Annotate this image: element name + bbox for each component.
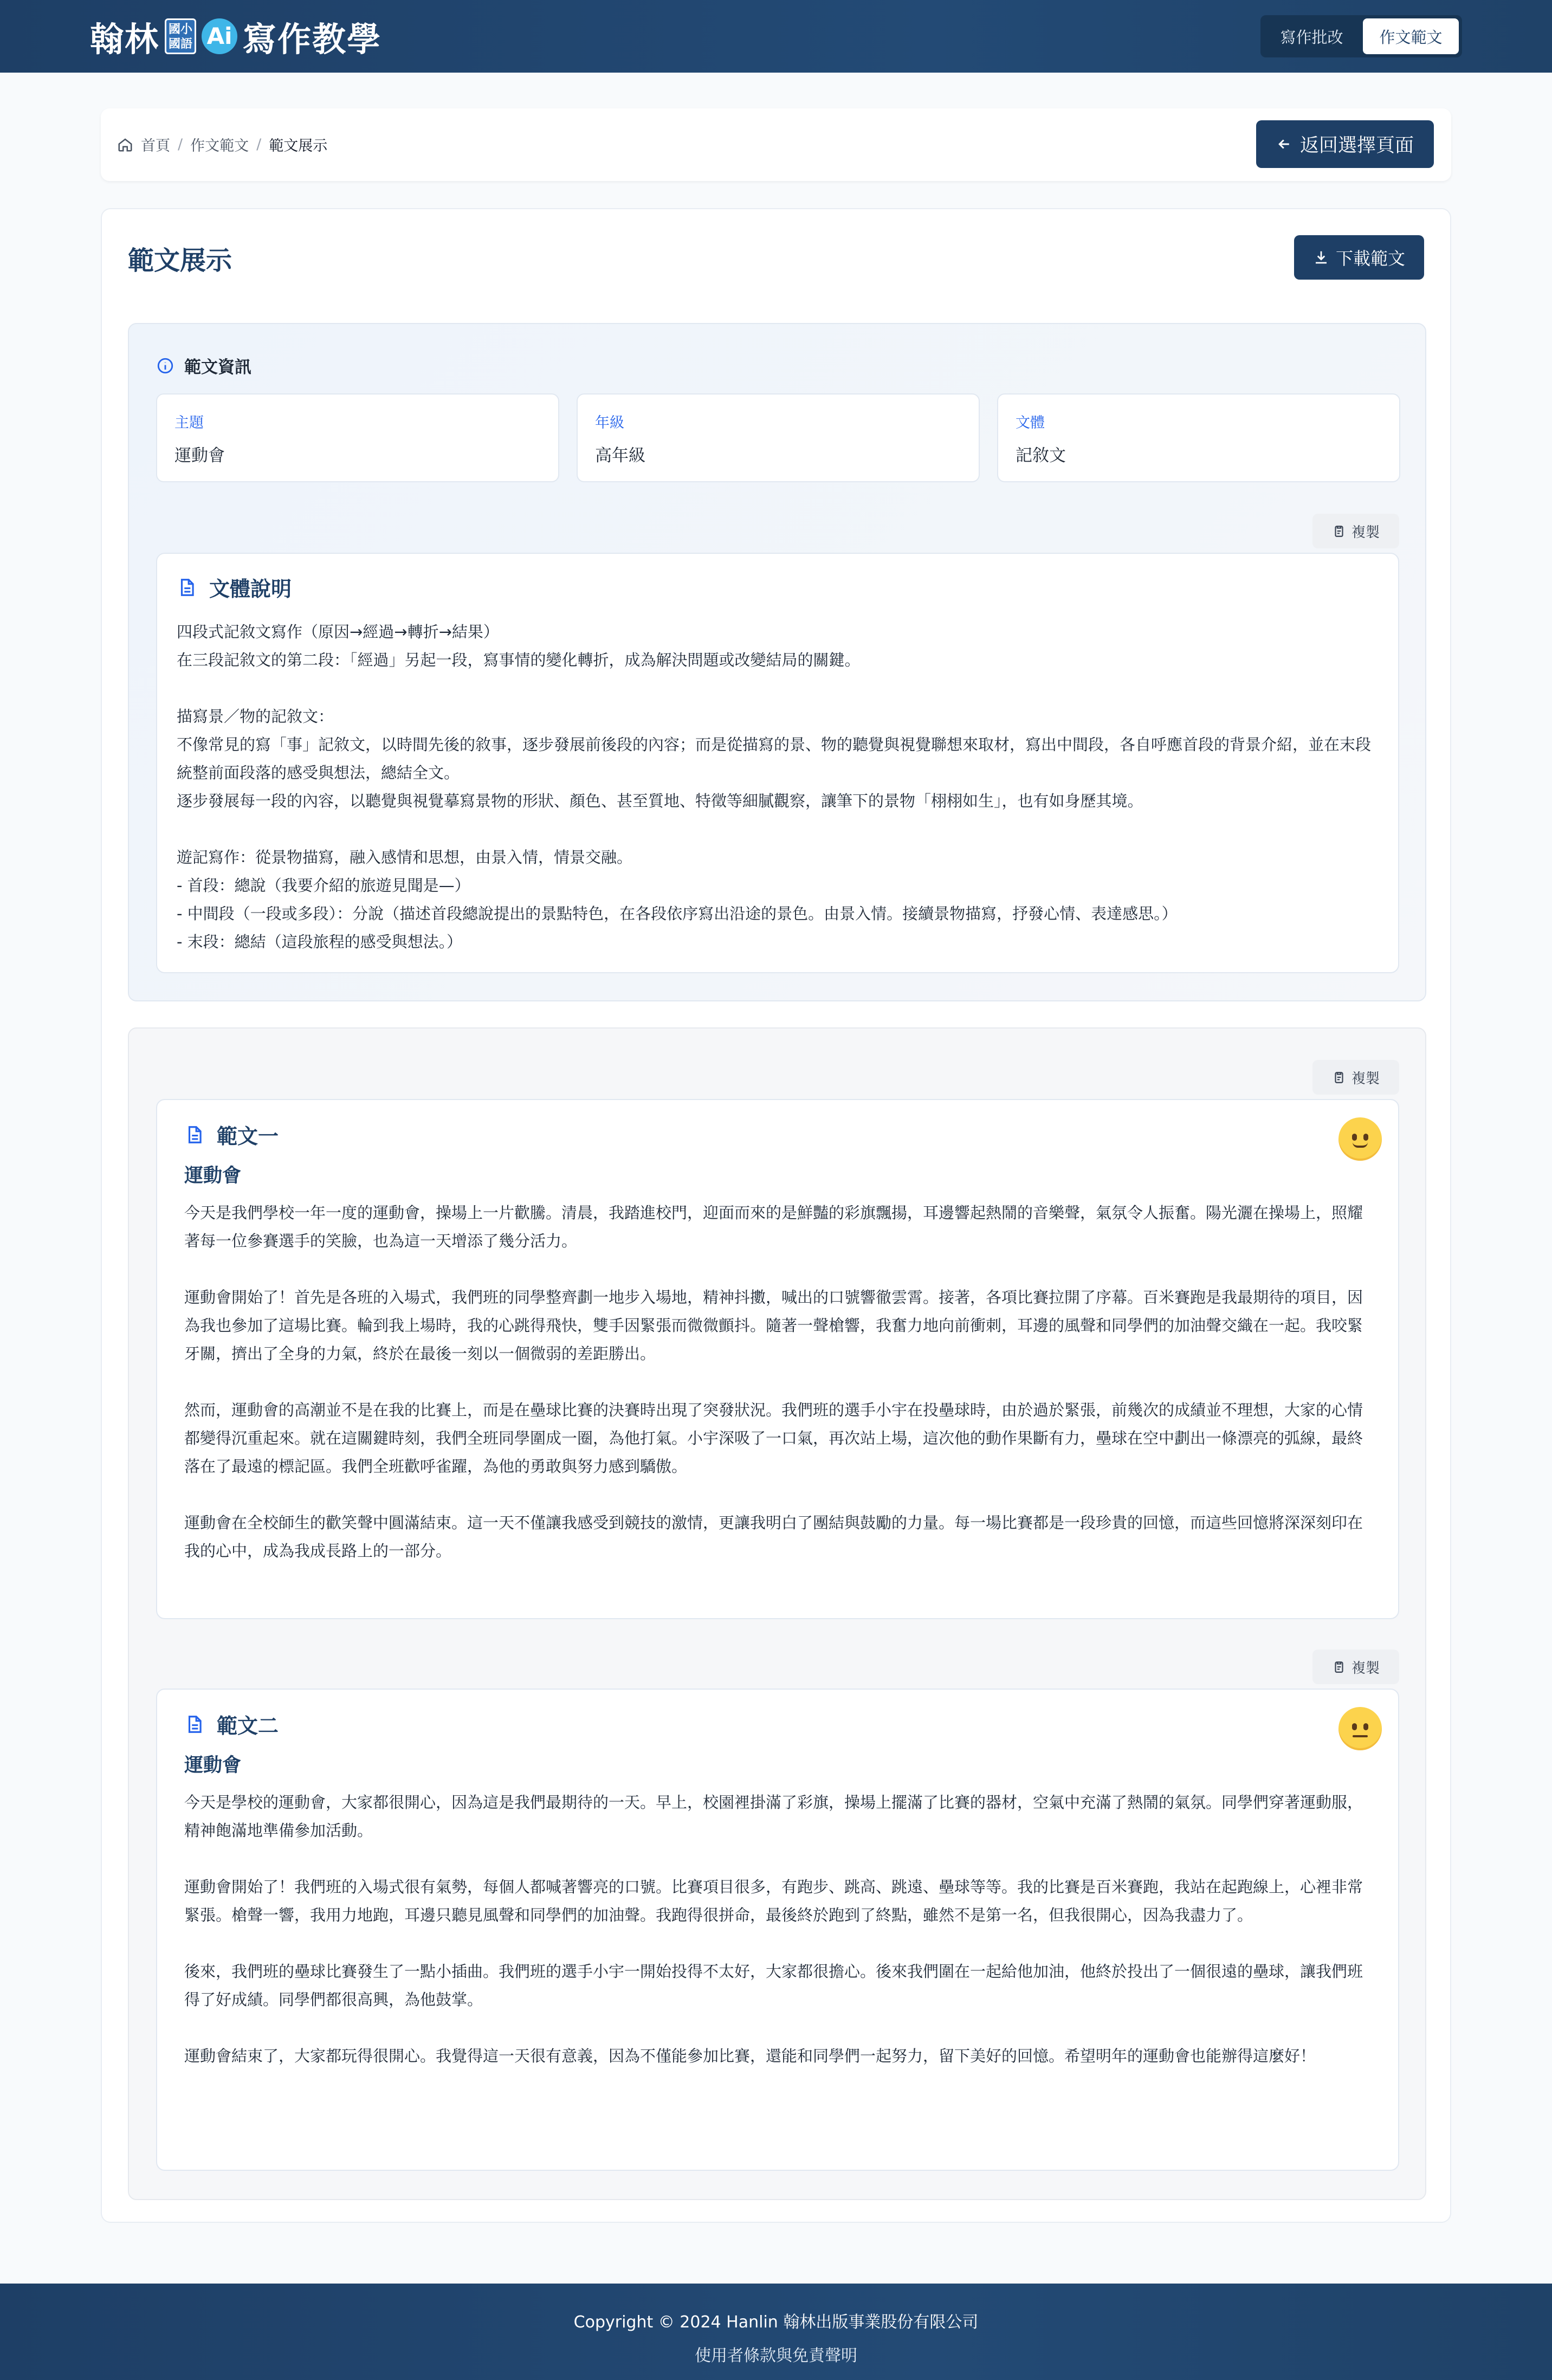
essay-subtitle: 運動會	[184, 1165, 242, 1187]
copy-button-label: 複製	[1351, 1660, 1380, 1677]
download-button[interactable]	[1294, 235, 1424, 280]
info-heading-label: 範文資訊	[184, 358, 251, 377]
site-logo[interactable]	[90, 13, 381, 60]
copy-genre-button[interactable]	[1312, 514, 1399, 548]
neutral-face-icon	[1338, 1707, 1382, 1750]
copy-button-label: 複製	[1351, 1070, 1380, 1087]
emoji-mouth	[1353, 1142, 1368, 1148]
footer	[0, 2284, 1552, 2380]
download-button-label: 下載範文	[1335, 248, 1405, 269]
download-icon	[1313, 249, 1329, 266]
footer-terms-link[interactable]: 使用者條款與免責聲明	[695, 2346, 857, 2365]
genre-description-text: 四段式記敘文寫作（原因→經過→轉折→結果） 在三段記敘文的第二段：「經過」另起一段，寫事情的變化轉折，成為解決問題或改變結局的關鍵。 描寫景／物的記敘文： 不像常見的寫「事」記敘文，以時間先後的敘事，逐步發展前後段的內容；而是從描寫的景、物的聽覺與視覺聯想來取材，寫出中間段，各自呼應首段的背景介紹，並在末段統整前面段落的感受與想法，總結全文。 逐步發展每一段的內容，以聽覺與視覺摹寫景物的形狀、顏色、甚至質地、特徵等細膩觀察，讓筆下的景物「栩栩如生」，也有如身歷其境。 遊記寫作：從景物描寫，融入感情和思想，由景入情，情景交融。 - 首段：總說（我要介紹的旅遊見聞是—） - 中間段（一段或多段）：分說（描述首段總說提出的景點特色，在各段依序寫出沿途的景色。由景入情。接續景物描寫，抒發心情、表達感思。） - 末段：總結（這段旅程的感受與想法。）	[177, 623, 1372, 951]
emoji-eye	[1363, 1134, 1368, 1141]
copy-button-label: 複製	[1351, 524, 1380, 541]
page-title: 範文展示	[128, 245, 232, 276]
clipboard-icon	[1332, 524, 1346, 538]
smile-face-icon	[1338, 1117, 1382, 1161]
breadcrumb-separator: /	[256, 136, 262, 153]
document-icon	[184, 1124, 205, 1145]
essay-card-1	[156, 1099, 1399, 1619]
breadcrumb-separator: /	[178, 136, 183, 153]
info-heading	[156, 353, 251, 378]
info-value: 運動會	[174, 446, 225, 465]
info-field-genre	[997, 393, 1400, 482]
logo-ai-mark: Ai	[202, 18, 237, 54]
nav-tab-model-essays[interactable]: 作文範文	[1363, 18, 1459, 54]
home-icon	[117, 137, 133, 153]
emoji-eye	[1352, 1723, 1357, 1730]
document-icon	[184, 1714, 205, 1735]
model-essays-panel	[128, 1027, 1426, 2200]
essay-title-label: 範文二	[217, 1714, 279, 1738]
logo-badge: 國小國語	[165, 18, 196, 54]
info-field-grade	[577, 393, 980, 482]
back-button-label: 返回選擇頁面	[1299, 135, 1414, 157]
essay-body-text: 今天是我們學校一年一度的運動會，操場上一片歡騰。清晨，我踏進校門，迎面而來的是鮮豔的彩旗飄揚，耳邊響起熱鬧的音樂聲，氣氛令人振奮。陽光灑在操場上，照耀著每一位參賽選手的笑臉，也為這一天增添了幾分活力。 運動會開始了！首先是各班的入場式，我們班的同學整齊劃一地步入場地，精神抖擻，喊出的口號響徹雲霄。接著，各項比賽拉開了序幕。百米賽跑是我最期待的項目，因為我也參加了這場比賽。輪到我上場時，我的心跳得飛快，雙手因緊張而微微顫抖。隨著一聲槍響，我奮力地向前衝刺，耳邊的風聲和同學們的加油聲交織在一起。我咬緊牙關，擠出了全身的力氣，終於在最後一刻以一個微弱的差距勝出。 然而，運動會的高潮並不是在我的比賽上，而是在壘球比賽的決賽時出現了突發狀況。我們班的選手小宇在投壘球時，由於過於緊張，前幾次的成績並不理想，大家的心情都變得沉重起來。就在這關鍵時刻，我們全班同學圍成一圈，為他打氣。小宇深吸了一口氣，再次站上場，這次他的動作果斷有力，壘球在空中劃出一條漂亮的弧線，最終落在了最遠的標記區。我們全班歡呼雀躍，為他的勇敢與努力感到驕傲。 運動會在全校師生的歡笑聲中圓滿結束。這一天不僅讓我感受到競技的激情，更讓我明白了團結與鼓勵的力量。每一場比賽都是一段珍貴的回憶，而這些回憶將深深刻印在我的心中，成為我成長路上的一部分。	[184, 1204, 1363, 1560]
copy-essay-2-button[interactable]	[1312, 1650, 1399, 1684]
essay-title	[184, 1709, 279, 1739]
document-icon	[177, 577, 197, 598]
copy-essay-1-button[interactable]	[1312, 1060, 1399, 1095]
genre-description-card	[156, 553, 1399, 973]
info-label: 主題	[174, 415, 204, 431]
top-nav	[1260, 15, 1462, 57]
essay-subtitle: 運動會	[184, 1755, 242, 1776]
info-label: 文體	[1016, 415, 1045, 431]
info-value: 記敘文	[1016, 446, 1066, 465]
arrow-left-icon	[1276, 136, 1292, 152]
info-icon	[156, 357, 174, 375]
essay-body-text: 今天是學校的運動會，大家都很開心，因為這是我們最期待的一天。早上，校園裡掛滿了彩旗，操場上擺滿了比賽的器材，空氣中充滿了熱鬧的氣氛。同學們穿著運動服，精神飽滿地準備參加活動。 運動會開始了！我們班的入場式很有氣勢，每個人都喊著響亮的口號。比賽項目很多，有跑步、跳高、跳遠、壘球等等。我的比賽是百米賽跑，我站在起跑線上，心裡非常緊張。槍聲一響，我用力地跑，耳邊只聽見風聲和同學們的加油聲。我跑得很拼命，最後終於跑到了終點，雖然不是第一名，但我很開心，因為我盡力了。 後來，我們班的壘球比賽發生了一點小插曲。我們班的選手小宇一開始投得不太好，大家都很擔心。後來我們圍在一起給他加油，他終於投出了一個很遠的壘球，讓我們班得了好成績。同學們都很高興，為他鼓掌。 運動會結束了，大家都玩得很開心。我覺得這一天很有意義，因為不僅能參加比賽，還能和同學們一起努力，留下美好的回憶。希望明年的運動會也能辦得這麼好！	[184, 1793, 1363, 2065]
clipboard-icon	[1332, 1070, 1346, 1084]
emoji-eye	[1363, 1723, 1368, 1730]
footer-copyright: Copyright © 2024 Hanlin 翰林出版事業股份有限公司	[573, 2313, 979, 2332]
essay-info-panel	[128, 323, 1426, 1001]
breadcrumb-home[interactable]: 首頁	[141, 138, 170, 154]
top-navbar	[0, 0, 1552, 73]
logo-title: 寫作教學	[243, 19, 382, 59]
info-value: 高年級	[595, 446, 645, 465]
back-button[interactable]	[1256, 120, 1434, 168]
info-field-topic	[156, 393, 559, 482]
nav-tab-essay-grading[interactable]: 寫作批改	[1280, 28, 1343, 47]
emoji-mouth	[1353, 1735, 1368, 1737]
genre-title-label: 文體說明	[209, 577, 292, 601]
info-fields	[156, 393, 1400, 482]
breadcrumb-current: 範文展示	[269, 138, 328, 154]
genre-title	[177, 572, 292, 602]
breadcrumb-model-essays[interactable]: 作文範文	[190, 138, 249, 154]
essay-title-label: 範文一	[217, 1124, 279, 1148]
info-label: 年級	[595, 415, 624, 431]
main-card	[101, 208, 1451, 2223]
clipboard-icon	[1332, 1660, 1346, 1674]
breadcrumb	[117, 134, 327, 155]
breadcrumb-bar	[101, 108, 1451, 181]
logo-brand: 翰林	[90, 19, 160, 59]
essay-card-2	[156, 1689, 1399, 2171]
essay-title	[184, 1120, 279, 1149]
emoji-eye	[1352, 1134, 1357, 1141]
